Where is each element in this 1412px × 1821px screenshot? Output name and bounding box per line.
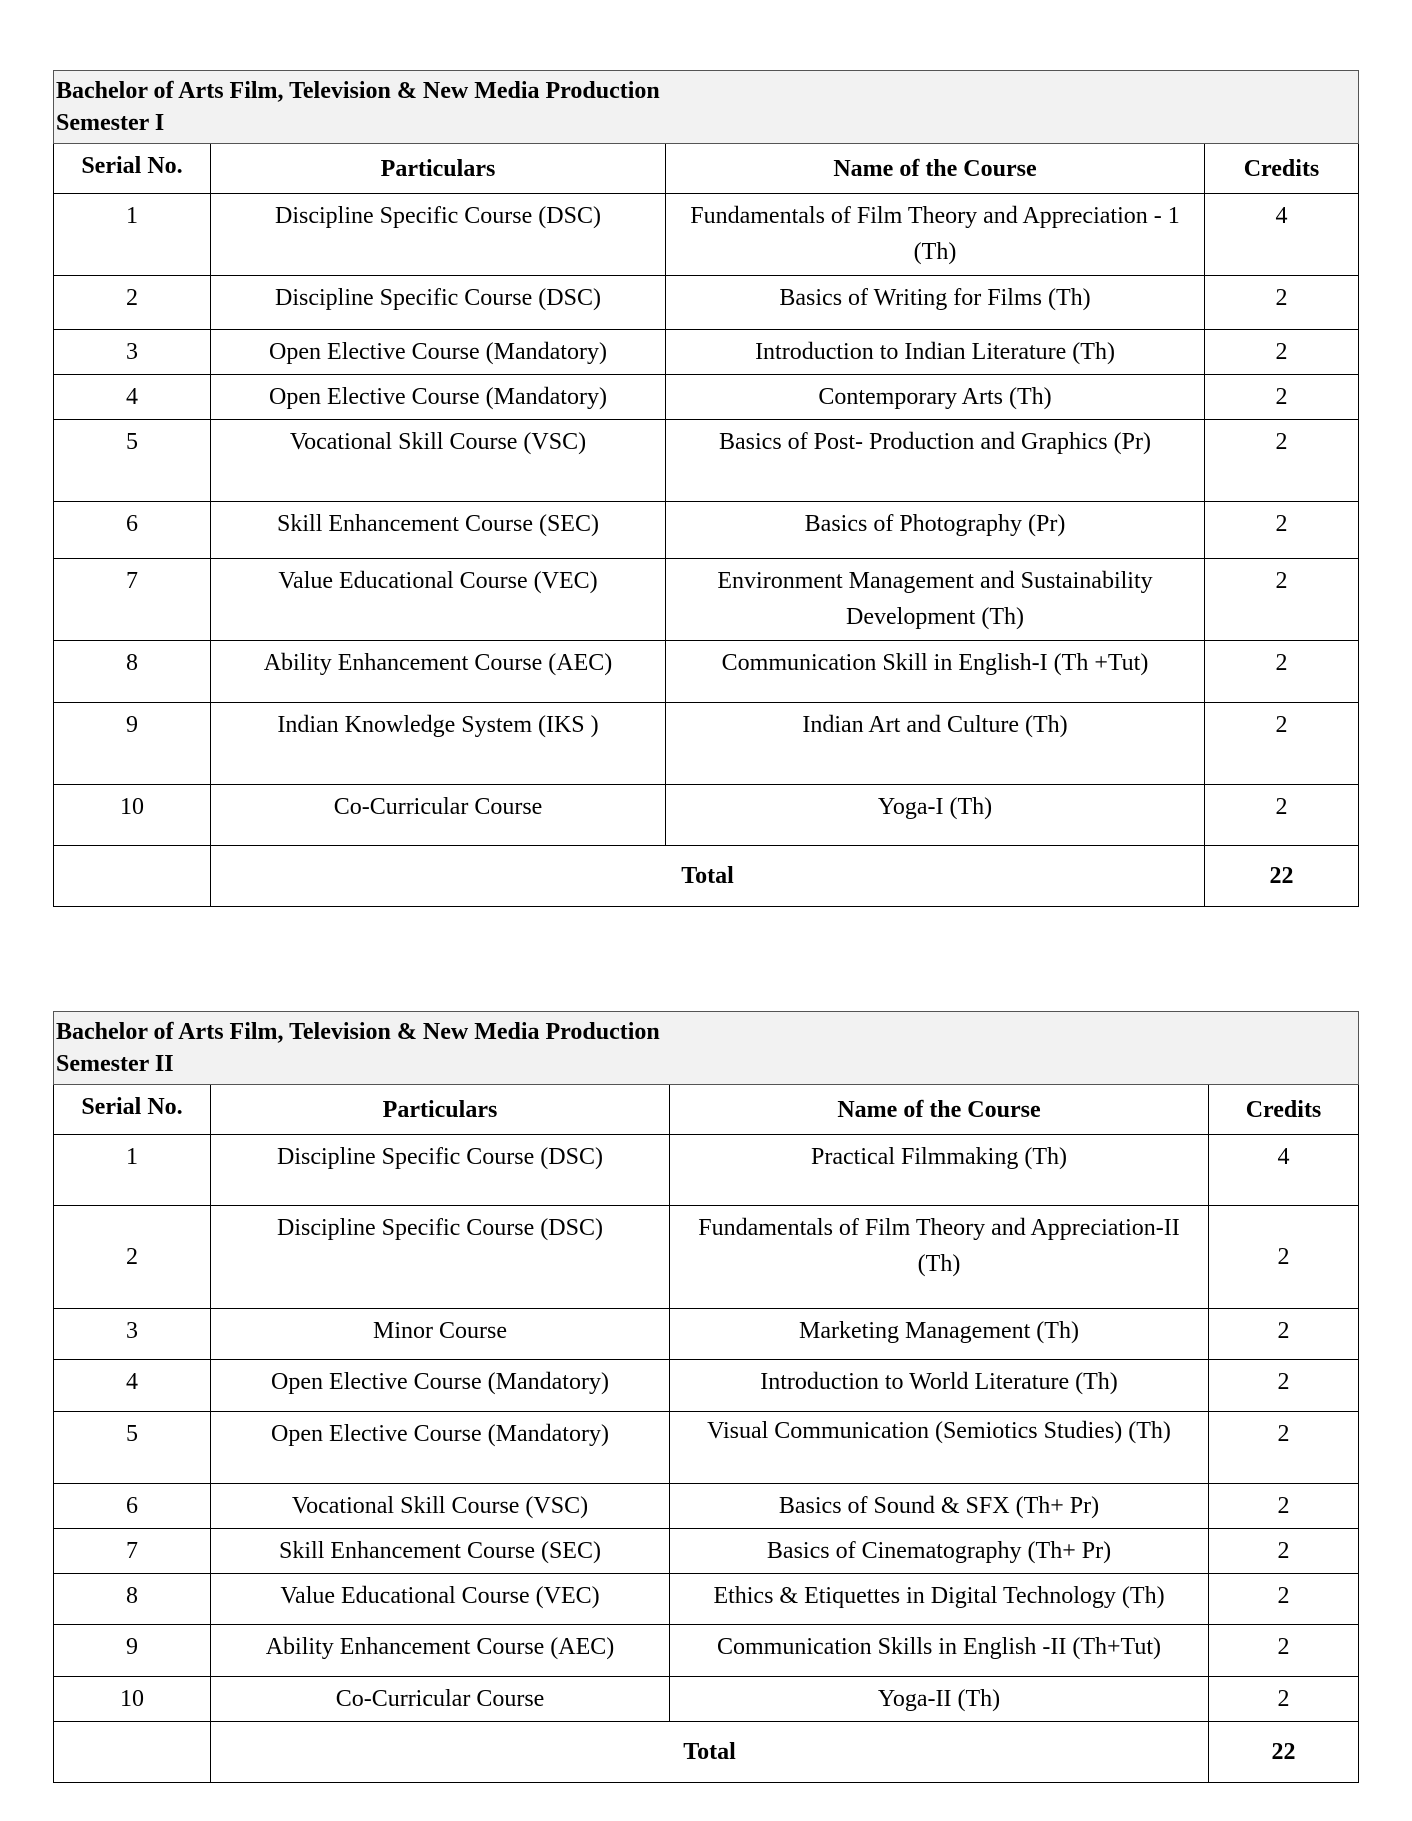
serial-cell: 2 — [54, 276, 211, 330]
total-label: Total — [211, 846, 1205, 907]
credits-cell: 2 — [1205, 785, 1359, 846]
credits-cell: 2 — [1209, 1574, 1359, 1625]
course-cell: Basics of Cinematography (Th+ Pr) — [670, 1529, 1209, 1574]
table-row — [54, 559, 1359, 641]
semester-2-table — [53, 1011, 1359, 1783]
particulars-cell: Open Elective Course (Mandatory) — [211, 330, 666, 375]
serial-cell: 5 — [54, 1412, 211, 1484]
credits-cell: 2 — [1209, 1529, 1359, 1574]
serial-cell: 8 — [54, 641, 211, 703]
credits-cell: 4 — [1209, 1135, 1359, 1206]
course-cell: Environment Management and Sustainability Development (Th) — [666, 559, 1205, 641]
table-title — [54, 71, 1359, 144]
course-cell: Communication Skills in English -II (Th+Tut) — [670, 1625, 1209, 1677]
total-label: Total — [211, 1722, 1209, 1783]
header-credits: Credits — [1205, 144, 1359, 194]
table-row — [54, 1412, 1359, 1484]
serial-cell: 1 — [54, 1135, 211, 1206]
table-row — [54, 502, 1359, 559]
table-row — [54, 703, 1359, 785]
header-row — [54, 144, 1359, 194]
course-cell: Basics of Writing for Films (Th) — [666, 276, 1205, 330]
course-cell: Visual Communication (Semiotics Studies) (Th) — [670, 1412, 1209, 1484]
table-title-row — [54, 1012, 1359, 1085]
credits-cell: 4 — [1205, 194, 1359, 276]
header-particulars: Particulars — [211, 144, 666, 194]
course-cell: Introduction to World Literature (Th) — [670, 1360, 1209, 1412]
credits-cell: 2 — [1205, 559, 1359, 641]
credits-cell: 2 — [1209, 1206, 1359, 1309]
course-cell: Fundamentals of Film Theory and Appreciation - 1 (Th) — [666, 194, 1205, 276]
credits-cell: 2 — [1205, 641, 1359, 703]
table-row — [54, 1206, 1359, 1309]
credits-cell: 2 — [1209, 1309, 1359, 1360]
particulars-cell: Vocational Skill Course (VSC) — [211, 420, 666, 502]
program-title: Bachelor of Arts Film, Television & New Media Production — [56, 78, 660, 104]
serial-cell: 10 — [54, 1677, 211, 1722]
particulars-cell: Ability Enhancement Course (AEC) — [211, 1625, 670, 1677]
course-cell: Marketing Management (Th) — [670, 1309, 1209, 1360]
table-row — [54, 1309, 1359, 1360]
serial-cell: 2 — [54, 1206, 211, 1309]
header-course: Name of the Course — [670, 1085, 1209, 1135]
serial-cell: 6 — [54, 1484, 211, 1529]
credits-cell: 2 — [1205, 375, 1359, 420]
particulars-cell: Vocational Skill Course (VSC) — [211, 1484, 670, 1529]
serial-cell: 10 — [54, 785, 211, 846]
credits-cell: 2 — [1209, 1677, 1359, 1722]
header-serial: Serial No. — [54, 1085, 211, 1135]
table-title-row — [54, 71, 1359, 144]
credits-cell: 2 — [1205, 276, 1359, 330]
particulars-cell: Value Educational Course (VEC) — [211, 1574, 670, 1625]
particulars-cell: Skill Enhancement Course (SEC) — [211, 1529, 670, 1574]
credits-cell: 2 — [1209, 1484, 1359, 1529]
table-row — [54, 276, 1359, 330]
course-cell: Ethics & Etiquettes in Digital Technology (Th) — [670, 1574, 1209, 1625]
particulars-cell: Open Elective Course (Mandatory) — [211, 1360, 670, 1412]
header-course: Name of the Course — [666, 144, 1205, 194]
course-cell: Indian Art and Culture (Th) — [666, 703, 1205, 785]
total-credits: 22 — [1209, 1722, 1359, 1783]
particulars-cell: Discipline Specific Course (DSC) — [211, 276, 666, 330]
particulars-cell: Open Elective Course (Mandatory) — [211, 375, 666, 420]
serial-cell: 3 — [54, 330, 211, 375]
total-row — [54, 846, 1359, 907]
serial-cell: 3 — [54, 1309, 211, 1360]
serial-cell: 7 — [54, 1529, 211, 1574]
serial-cell: 7 — [54, 559, 211, 641]
particulars-cell: Value Educational Course (VEC) — [211, 559, 666, 641]
header-credits: Credits — [1209, 1085, 1359, 1135]
course-cell: Yoga-I (Th) — [666, 785, 1205, 846]
credits-cell: 2 — [1205, 420, 1359, 502]
credits-cell: 2 — [1205, 330, 1359, 375]
table-row — [54, 330, 1359, 375]
course-cell: Basics of Post- Production and Graphics (Pr) — [666, 420, 1205, 502]
credits-cell: 2 — [1209, 1360, 1359, 1412]
particulars-cell: Indian Knowledge System (IKS ) — [211, 703, 666, 785]
course-cell: Practical Filmmaking (Th) — [670, 1135, 1209, 1206]
header-particulars: Particulars — [211, 1085, 670, 1135]
table-row — [54, 194, 1359, 276]
course-cell: Yoga-II (Th) — [670, 1677, 1209, 1722]
course-cell: Communication Skill in English-I (Th +Tut) — [666, 641, 1205, 703]
total-empty-cell — [54, 846, 211, 907]
table-row — [54, 375, 1359, 420]
course-cell: Contemporary Arts (Th) — [666, 375, 1205, 420]
table-row — [54, 1677, 1359, 1722]
program-title: Bachelor of Arts Film, Television & New Media Production — [56, 1019, 660, 1045]
table-row — [54, 1360, 1359, 1412]
particulars-cell: Open Elective Course (Mandatory) — [211, 1412, 670, 1484]
table-row — [54, 1484, 1359, 1529]
serial-cell: 4 — [54, 1360, 211, 1412]
table-row — [54, 1135, 1359, 1206]
particulars-cell: Discipline Specific Course (DSC) — [211, 1206, 670, 1309]
table-row — [54, 641, 1359, 703]
particulars-cell: Ability Enhancement Course (AEC) — [211, 641, 666, 703]
table-row — [54, 1574, 1359, 1625]
table-title — [54, 1012, 1359, 1085]
semester-title: Semester I — [56, 110, 165, 136]
table-row — [54, 1529, 1359, 1574]
credits-cell: 2 — [1209, 1625, 1359, 1677]
credits-cell: 2 — [1205, 703, 1359, 785]
serial-cell: 9 — [54, 703, 211, 785]
serial-cell: 5 — [54, 420, 211, 502]
total-empty-cell — [54, 1722, 211, 1783]
serial-cell: 6 — [54, 502, 211, 559]
particulars-cell: Minor Course — [211, 1309, 670, 1360]
serial-cell: 9 — [54, 1625, 211, 1677]
particulars-cell: Co-Curricular Course — [211, 1677, 670, 1722]
particulars-cell: Co-Curricular Course — [211, 785, 666, 846]
particulars-cell: Discipline Specific Course (DSC) — [211, 194, 666, 276]
course-cell: Basics of Photography (Pr) — [666, 502, 1205, 559]
particulars-cell: Skill Enhancement Course (SEC) — [211, 502, 666, 559]
serial-cell: 1 — [54, 194, 211, 276]
table-row — [54, 420, 1359, 502]
table-row — [54, 785, 1359, 846]
particulars-cell: Discipline Specific Course (DSC) — [211, 1135, 670, 1206]
course-cell: Fundamentals of Film Theory and Appreciation-II (Th) — [670, 1206, 1209, 1309]
total-credits: 22 — [1205, 846, 1359, 907]
credits-cell: 2 — [1205, 502, 1359, 559]
course-cell: Basics of Sound & SFX (Th+ Pr) — [670, 1484, 1209, 1529]
table-row — [54, 1625, 1359, 1677]
header-serial: Serial No. — [54, 144, 211, 194]
semester-title: Semester II — [56, 1051, 174, 1077]
credits-cell: 2 — [1209, 1412, 1359, 1484]
header-row — [54, 1085, 1359, 1135]
total-row — [54, 1722, 1359, 1783]
serial-cell: 8 — [54, 1574, 211, 1625]
course-cell: Introduction to Indian Literature (Th) — [666, 330, 1205, 375]
semester-1-table — [53, 70, 1359, 907]
serial-cell: 4 — [54, 375, 211, 420]
